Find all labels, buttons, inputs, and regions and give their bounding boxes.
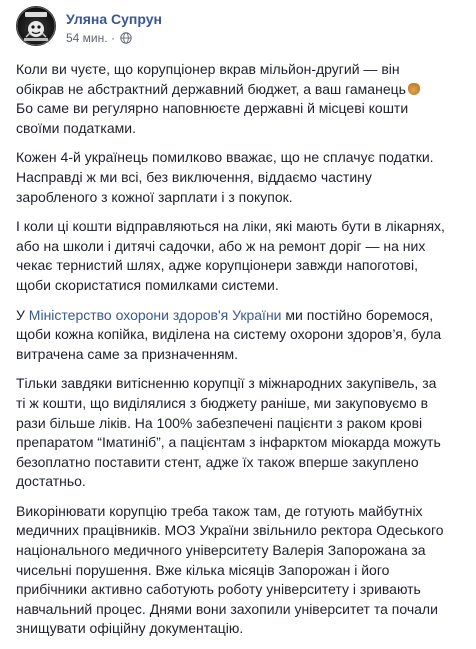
- ministry-page-link[interactable]: Міністерство охорони здоров'я України: [28, 306, 282, 323]
- post-paragraph-4: [16, 306, 470, 365]
- meta-separator: ·: [110, 31, 119, 45]
- post-paragraph-6: Викорінювати корупцію треба також там, де готують майбутніх медичних працівників. МОЗ України звільнило ректора Одеського національного медичного університету Валерія Запорожана за чисельні порушення. Вже кілька місяців Запорожан і його прибічники активно саботують роботу університету і зривають навчальний процес. Днями вони захопили університет та почали знищувати офіційну документацію.: [16, 502, 444, 637]
- post-paragraph-1: [16, 60, 470, 138]
- post-paragraph-3: І коли ці кошти відправляються на ліки, які мають бути в лікарнях, або на школи і дитячі садочки, або ж на ремонт доріг — на них чекає тернистий шлях, адже корупціонери завжди напоготові, щоби скористатися помилками системи.: [16, 218, 445, 293]
- avatar-graphic: [16, 6, 56, 46]
- post-meta: [66, 31, 132, 47]
- paragraph-1-text-a: Коли ви чуєте, що корупціонер вкрав мільйон-другий — він обікрав не абстрактний державний бюджет, а ваш гаманець: [16, 61, 406, 97]
- money-bag-emoji: [408, 83, 420, 95]
- author-name[interactable]: Уляна Супрун: [66, 11, 162, 27]
- globe-icon: [120, 32, 132, 47]
- paragraph-4-prefix: У: [16, 306, 29, 323]
- paragraph-4-suffix: ми постійно боремося, щоби кожна копійка, виділена на систему охорони здоров’я, була витрачена саме за призначенням.: [16, 306, 442, 362]
- profile-avatar[interactable]: [16, 6, 56, 46]
- post-paragraph-5: Тільки завдяки витісненню корупції з міжнародних закупівель, за ті ж кошти, що виділялися з бюджету раніше, ми закуповуємо в рази більше ліків. На 100% забезпечені пацієнти з раком крові препаратом “Іматиніб”, а пацієнтам з інфарктом міокарда можуть безоплатно поставити стент, адже їх також вперше закуплено достатньо.: [16, 375, 441, 490]
- paragraph-1-text-b: Бо саме ви регулярно наповнюєте державні й місцеві кошти своїми податками.: [16, 100, 409, 136]
- post-timestamp[interactable]: 54 мин.: [66, 31, 108, 45]
- post-paragraph-2: Кожен 4-й українець помилково вважає, що не сплачує податки. Насправді ж ми всі, без виключення, віддаємо частину заробленого з кожної зарплати і з покупок.: [16, 149, 434, 205]
- post-body: [16, 60, 470, 649]
